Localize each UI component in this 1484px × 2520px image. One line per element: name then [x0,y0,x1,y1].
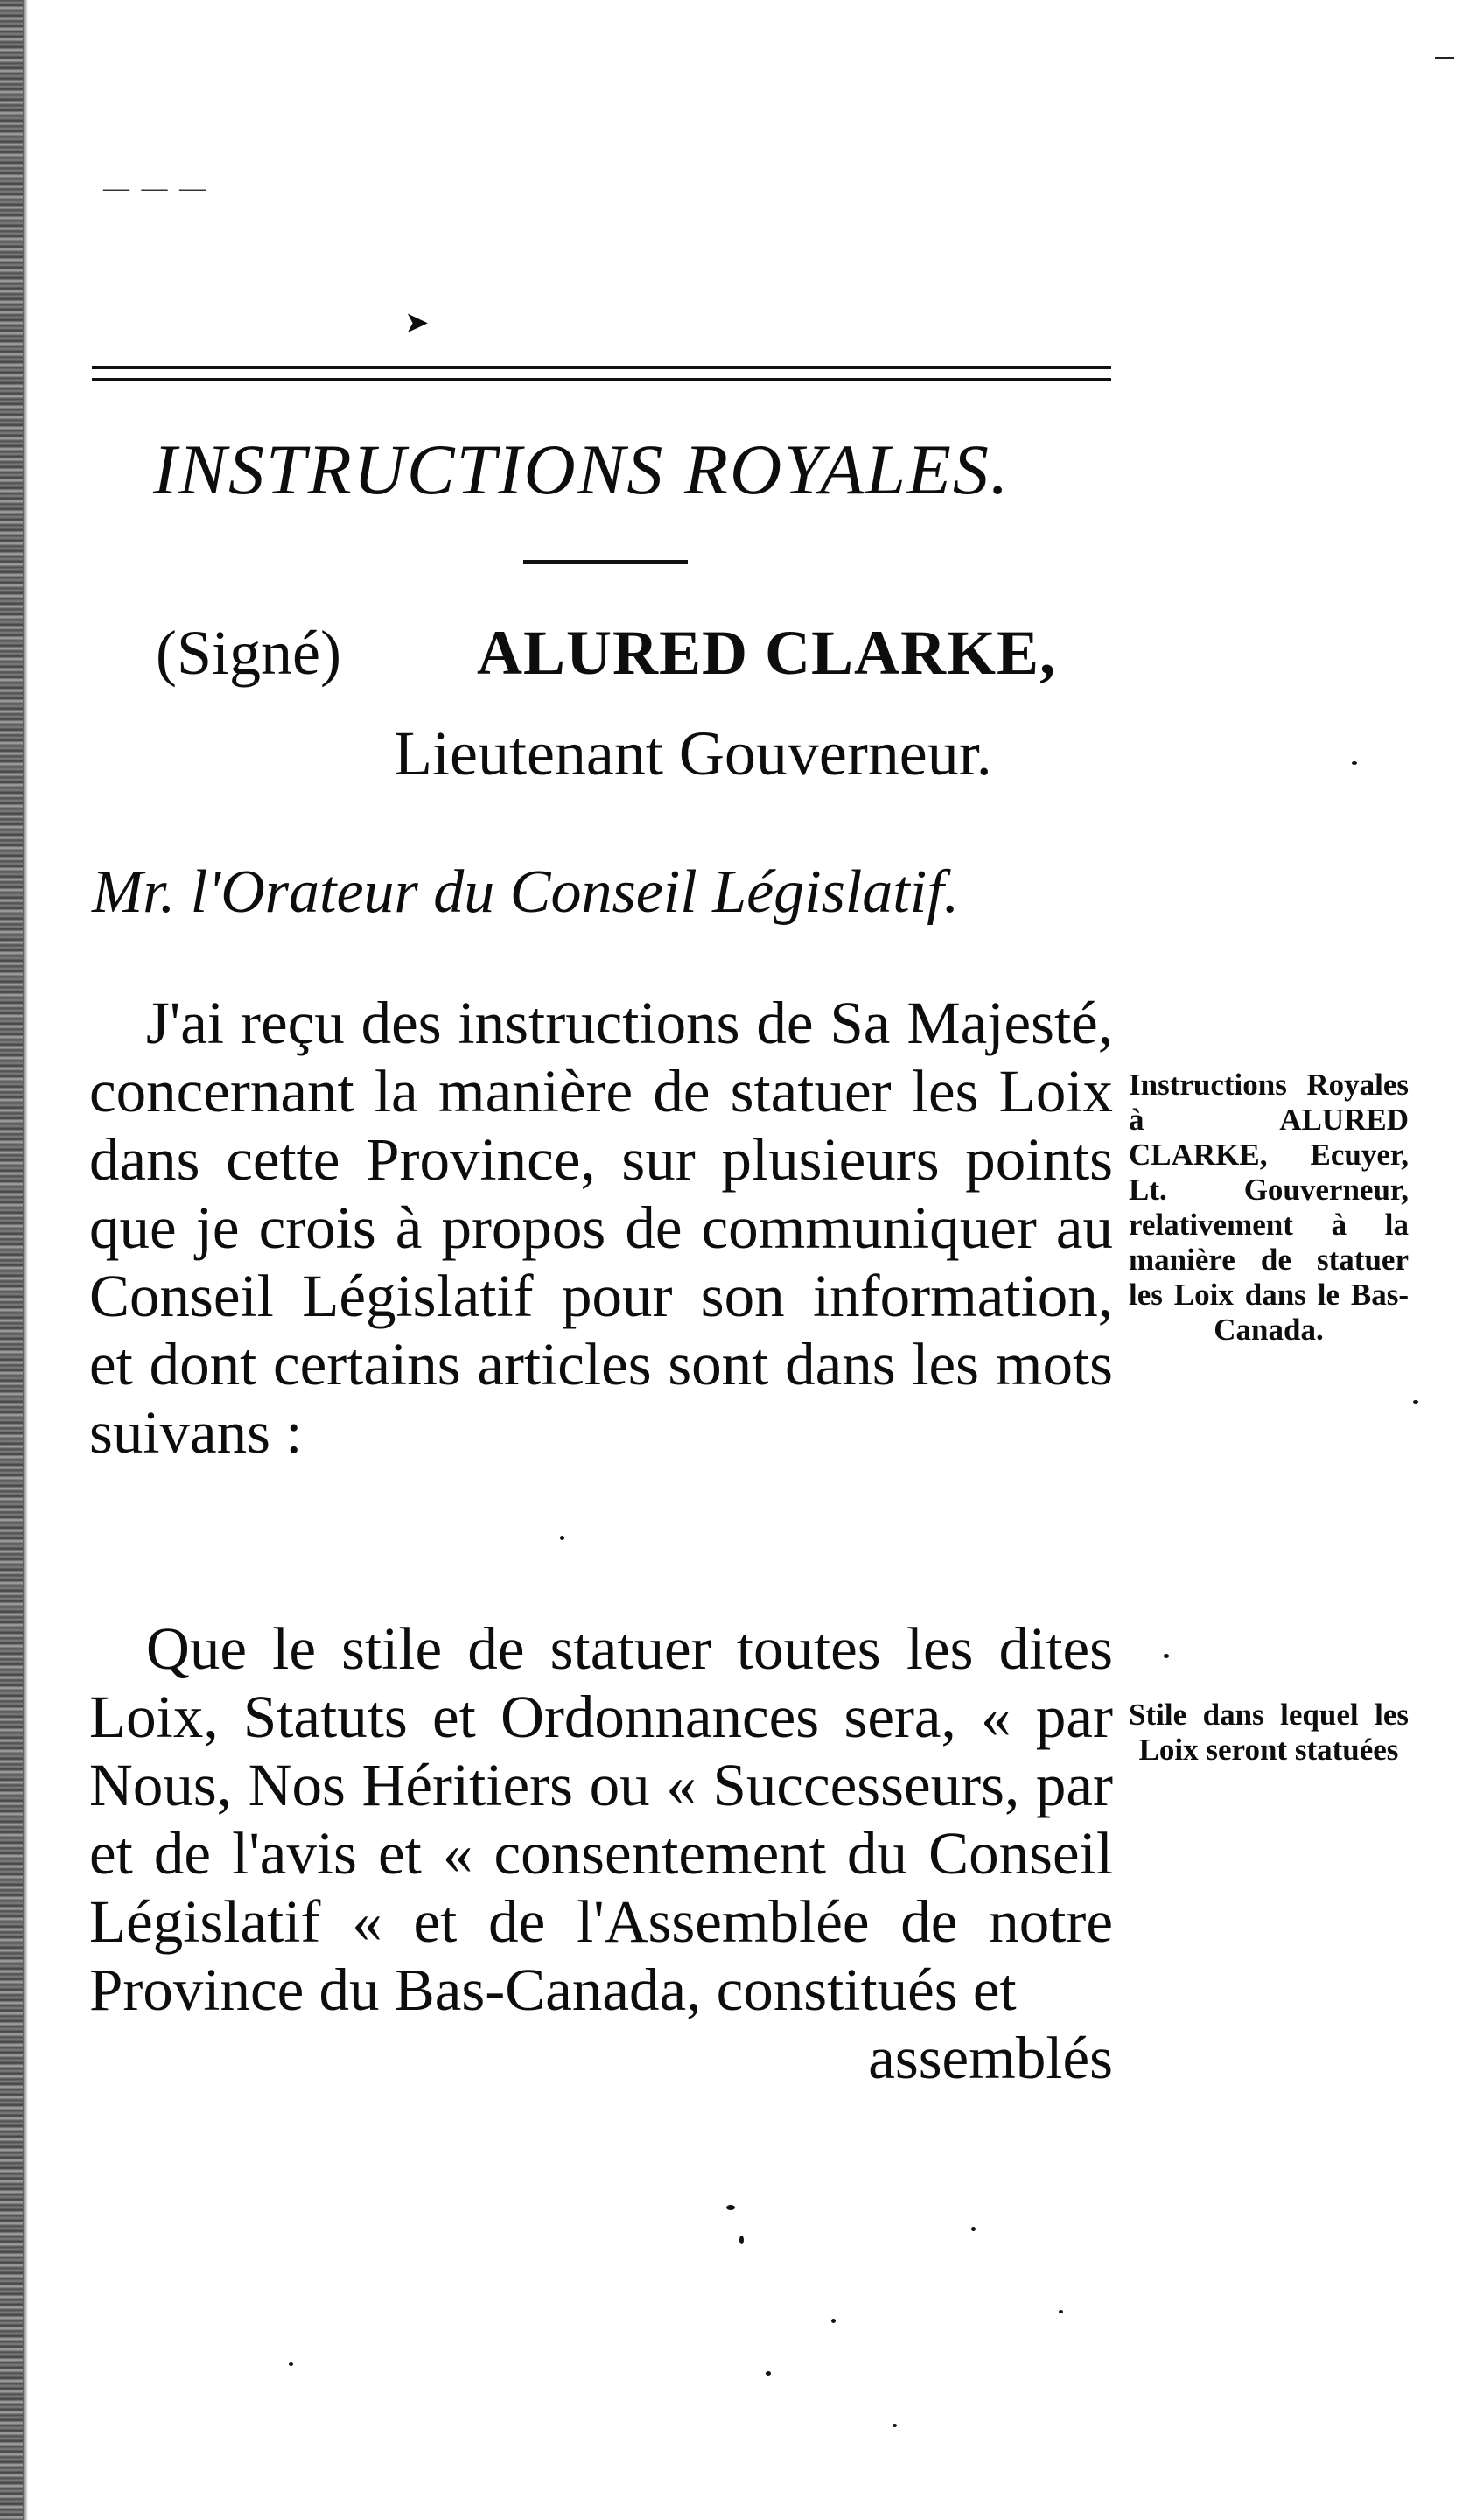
signatory-name: ALURED CLARKE, [477,618,1057,688]
paragraph-text: Que le stile de statuer toutes les dites Loix, Statuts et Ordonnances sera, « par Nous, Nos Héritiers ou « Successeurs, par et de l'avis et « consentement du Conseil Législatif « et de l'Assemblée de notre Province du Bas-Canada, constitués et [89,1615,1113,2023]
ink-speck [726,2205,735,2210]
ink-arrow-mark: ➤ [404,307,430,340]
ink-speck [1164,1654,1169,1658]
ink-speck [831,2319,836,2323]
paragraph-last-word: assemblés [868,2025,1113,2091]
ink-speck [1413,1400,1418,1404]
address-line: Mr. l'Orateur du Conseil Législatif. [92,858,960,926]
body-paragraph [89,1614,1113,2092]
ink-speck [560,1536,564,1540]
signature-label: (Signé) [156,618,341,688]
body-paragraph: J'ai reçu des instructions de Sa Majesté, concernant la manière de statuer les Loix dans cette Province, sur plusieurs points que je crois à propos de communiquer au Conseil Législatif pour son information, et dont certains articles sont dans les mots suivans : [89,990,1113,1466]
margin-note: Stile dans lequel les Loix seront statuées [1129,1698,1409,1767]
signatory-title: Lieutenant Gouverneur. [394,718,992,788]
ink-speck [739,2236,744,2244]
margin-note: Instructions Royales à ALURED CLARKE, Ecuyer, Lt. Gouverneur, relativement à la manière de statuer les Loix dans le Bas-Canada. [1129,1068,1409,1347]
ink-speck [1059,2310,1063,2314]
ink-corner-mark [1435,57,1454,60]
page-binding-edge [0,0,23,2520]
ink-speck [892,2424,897,2427]
page-title: INSTRUCTIONS ROYALES. [153,430,1011,509]
ink-speck [289,2362,293,2366]
ink-dash-mark: — — — [103,173,208,202]
header-double-rule [92,366,1111,382]
ink-speck [766,2371,771,2376]
ink-speck [1352,761,1357,765]
page-binding-shadow [23,0,28,2520]
title-separator-rule [523,560,688,564]
ink-speck [971,2227,976,2231]
